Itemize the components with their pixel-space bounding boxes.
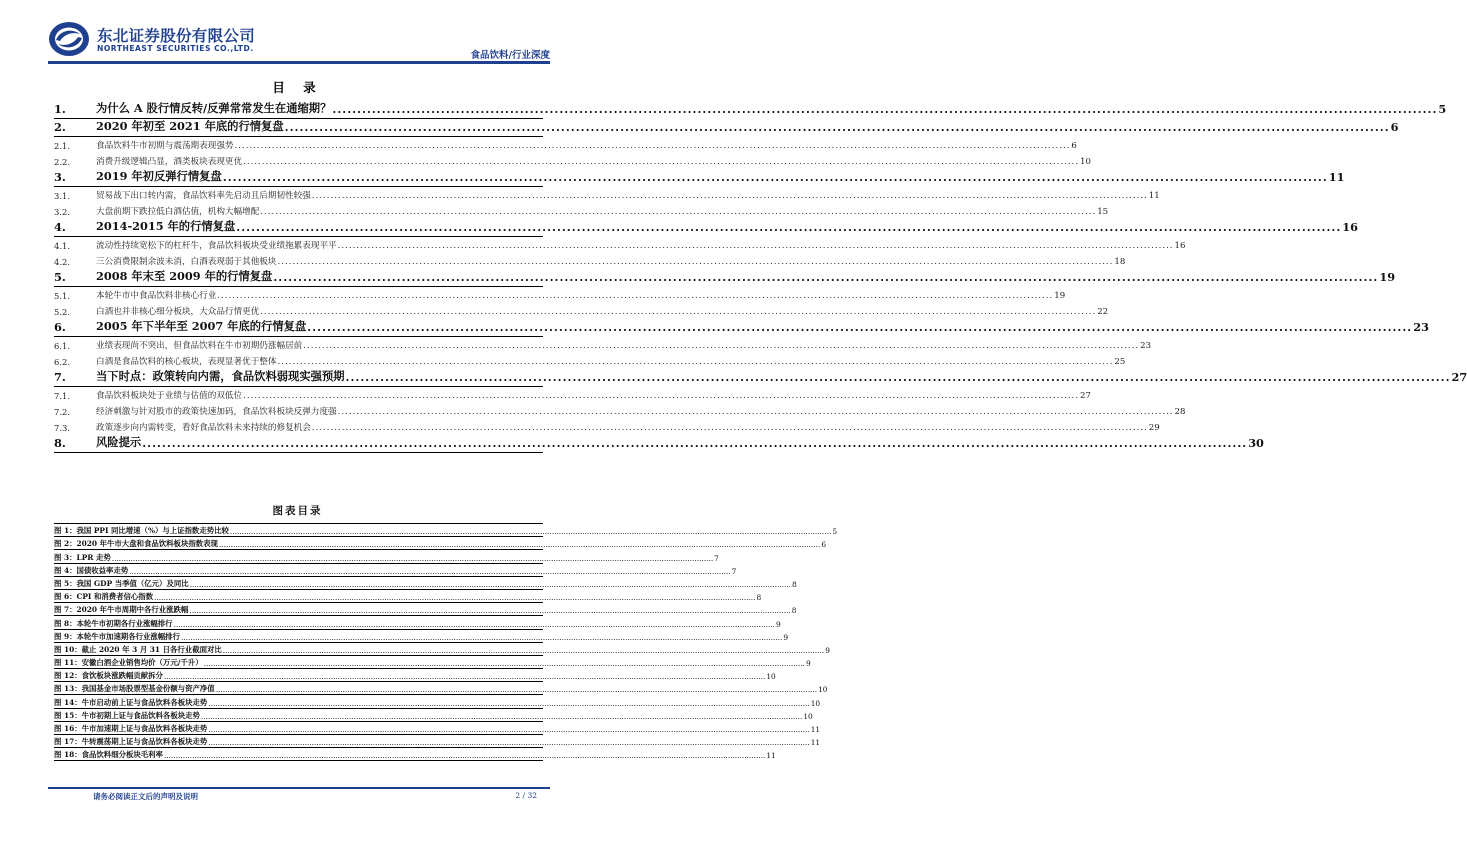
disclaimer-note: 请务必阅读正文后的声明及说明 — [93, 792, 198, 801]
table-of-contents — [54, 100, 1467, 453]
toc-subsection-link[interactable] — [54, 403, 1186, 419]
toc-entry-title: 白酒也并非核心细分板块，大众品行情更优 — [96, 306, 260, 317]
figure-leader-dots — [164, 672, 765, 681]
figure-list-link[interactable] — [54, 722, 821, 735]
toc-entry-page: 11 — [1148, 190, 1160, 201]
toc-entry-page: 6 — [1390, 120, 1399, 134]
figure-leader-dots — [219, 540, 820, 549]
figure-leader-dots — [208, 699, 809, 708]
toc-entry-page: 25 — [1114, 356, 1126, 367]
toc-section-link[interactable] — [54, 319, 1429, 338]
toc-entry-title: 业绩表现尚不突出，但食品饮料在牛市初期仍涨幅居前 — [96, 341, 303, 352]
toc-entry-title: 贸易战下出口转内需，食品饮料率先启动且后期韧性较强 — [96, 190, 311, 201]
toc-subsection-link[interactable] — [54, 337, 1152, 353]
figure-list-link[interactable] — [54, 524, 838, 537]
toc-entry-number: 3.2. — [54, 206, 70, 217]
figure-entry-title: 图 14：牛市启动前上证与食品饮料各板块走势 — [54, 697, 208, 707]
report-type-label: 食品饮料/行业深度 — [470, 50, 550, 61]
toc-entry-title: 2020 年初至 2021 年底的行情复盘 — [96, 119, 284, 133]
toc-entry-page: 10 — [1080, 156, 1091, 167]
figure-leader-dots — [181, 633, 782, 642]
figure-entry-title: 图 11：安徽白酒企业销售均价（万元/千升） — [54, 658, 203, 668]
toc-entry-page: 6 — [1071, 140, 1077, 151]
figure-entry-title: 图 1：我国 PPI 同比增速（%）与上证指数走势比较 — [54, 526, 229, 536]
toc-entry-title: 白酒是食品饮料的核心板块，表现显著优于整体 — [96, 356, 277, 367]
figure-leader-dots — [174, 620, 775, 629]
toc-subsection-link[interactable] — [54, 303, 1109, 319]
toc-leader-dots — [307, 320, 1412, 334]
figure-list-link[interactable] — [54, 735, 821, 748]
toc-leader-dots — [277, 357, 1113, 367]
toc-leader-dots — [236, 220, 1341, 234]
toc-entry-title: 经济刺激与针对股市的政策快速加码，食品饮料板块反弹力度强 — [96, 407, 337, 418]
figure-list-link[interactable] — [54, 603, 797, 616]
toc-entry-number: 2. — [54, 120, 66, 134]
toc-leader-dots — [260, 207, 1096, 217]
figure-entry-title: 图 9：本轮牛市加速期各行业涨幅排行 — [54, 631, 180, 641]
toc-entry-page: 28 — [1174, 407, 1186, 418]
figure-entry-title: 图 13：我国基金市场股票型基金份额与资产净值 — [54, 684, 215, 694]
company-name-cn: 东北证券股份有限公司 — [97, 27, 256, 45]
toc-entry-number: 7.2. — [54, 407, 70, 418]
toc-entry-title: 2019 年初反弹行情复盘 — [96, 169, 222, 184]
toc-entry-title: 大盘前期下跌拉低白酒估值，机构大幅增配 — [96, 206, 260, 217]
toc-leader-dots — [243, 391, 1079, 401]
figure-entry-page: 9 — [776, 619, 781, 629]
figure-leader-dots — [201, 712, 802, 721]
figure-entry-page: 11 — [810, 738, 821, 748]
toc-subsection-link[interactable] — [54, 419, 1160, 435]
toc-entry-title: 2014-2015 年的行情复盘 — [96, 219, 236, 234]
toc-entry-number: 2.2. — [54, 156, 70, 167]
figure-leader-dots — [129, 567, 730, 576]
toc-entry-number: 6.2. — [54, 356, 70, 367]
figure-leader-dots — [189, 606, 790, 615]
toc-section-link[interactable] — [54, 369, 1467, 388]
footer-divider — [48, 787, 550, 789]
toc-entry-number: 4.1. — [54, 240, 70, 251]
toc-leader-dots — [260, 307, 1096, 317]
toc-entry-page: 27 — [1080, 391, 1091, 402]
toc-subsection-link[interactable] — [54, 153, 1091, 169]
figure-leader-dots — [230, 527, 831, 536]
toc-entry-number: 2.1. — [54, 140, 70, 151]
toc-entry-title: 本轮牛市中食品饮料非核心行业 — [96, 291, 217, 302]
toc-entry-title: 食品饮料牛市初期与震荡期表现强势 — [96, 140, 234, 151]
toc-section-link[interactable] — [54, 169, 1345, 188]
toc-subsection-link[interactable] — [54, 353, 1126, 369]
figure-entry-page: 5 — [832, 527, 838, 537]
figure-entry-page: 8 — [756, 593, 762, 603]
company-name-en: NORTHEAST SECURITIES CO.,LTD. — [97, 44, 254, 53]
figure-list-link[interactable] — [54, 656, 811, 669]
toc-entry-title: 为什么 A 股行情反转/反弹常常发生在通缩期？ — [96, 100, 332, 115]
toc-entry-number: 6.1. — [54, 341, 70, 352]
toc-entry-number: 7.3. — [54, 422, 70, 433]
toc-entry-number: 1. — [54, 101, 66, 116]
toc-leader-dots — [312, 423, 1148, 433]
toc-entry-number: 8. — [54, 436, 66, 451]
figure-entry-page: 7 — [714, 553, 719, 563]
toc-entry-page: 27 — [1451, 370, 1467, 385]
toc-entry-page: 22 — [1097, 306, 1109, 317]
toc-entry-title: 2008 年末至 2009 年的行情复盘 — [96, 269, 273, 284]
toc-leader-dots — [277, 257, 1113, 267]
toc-entry-number: 7. — [54, 370, 66, 385]
figure-leader-dots — [154, 593, 755, 602]
figure-entry-title: 图 8：本轮牛市初期各行业涨幅排行 — [54, 618, 173, 628]
figure-entry-title: 图 6：CPI 和消费者信心指数 — [54, 592, 154, 602]
figure-entry-page: 6 — [821, 540, 827, 550]
figure-entry-page: 9 — [783, 632, 789, 642]
toc-leader-dots — [312, 191, 1148, 201]
toc-entry-page: 11 — [1328, 170, 1345, 185]
figure-list-link[interactable] — [54, 550, 719, 563]
toc-subsection-link[interactable] — [54, 253, 1126, 269]
figure-entry-title: 图 4：国债收益率走势 — [54, 565, 129, 575]
figure-leader-dots — [216, 685, 817, 694]
toc-entry-number: 5. — [54, 270, 66, 285]
header-divider — [48, 61, 550, 64]
figure-entry-page: 10 — [766, 672, 776, 682]
toc-subsection-link[interactable] — [54, 237, 1186, 253]
figure-list-link[interactable] — [54, 537, 827, 550]
toc-leader-dots — [142, 436, 1247, 450]
figure-entry-title: 图 12：食饮板块涨跌幅贡献拆分 — [54, 671, 163, 681]
figure-entry-title: 图 18：食品饮料细分板块毛利率 — [54, 750, 163, 760]
toc-entry-page: 16 — [1174, 240, 1186, 251]
figure-leader-dots — [208, 738, 809, 747]
figure-list-link[interactable] — [54, 616, 781, 629]
figure-entry-title: 图 5：我国 GDP 当季值（亿元）及同比 — [54, 578, 189, 588]
toc-section-link[interactable] — [54, 119, 1399, 138]
figure-entry-page: 8 — [791, 606, 797, 616]
figure-entry-title: 图 16：牛市加速期上证与食品饮料各板块走势 — [54, 724, 208, 733]
toc-entry-title: 政策逐步向内需转变，看好食品饮料未来持续的修复机会 — [96, 422, 311, 433]
figure-leader-dots — [164, 751, 765, 760]
toc-entry-title: 风险提示 — [96, 435, 142, 450]
toc-entry-page: 23 — [1140, 341, 1152, 352]
figure-entry-page: 7 — [731, 566, 737, 576]
toc-entry-page: 29 — [1148, 422, 1160, 433]
toc-leader-dots — [303, 341, 1139, 351]
toc-entry-title: 当下时点：政策转向内需，食品饮料弱现实强预期 — [96, 369, 345, 384]
toc-entry-number: 4.2. — [54, 256, 70, 267]
toc-leader-dots — [338, 241, 1174, 251]
toc-entry-page: 16 — [1342, 220, 1359, 235]
figure-list-link[interactable] — [54, 577, 797, 590]
figure-entry-title: 图 10：截止 2020 年 3 月 31 日各行业截面对比 — [54, 644, 222, 654]
figure-list-link[interactable] — [54, 682, 828, 695]
figure-list-link[interactable] — [54, 669, 776, 682]
toc-entry-title: 2005 年下半年至 2007 年底的行情复盘 — [96, 319, 307, 334]
figure-list-link[interactable] — [54, 630, 789, 643]
toc-leader-dots — [338, 407, 1174, 417]
figure-leader-dots — [223, 646, 824, 655]
toc-entry-title: 三公消费限制余波未消，白酒表现弱于其他板块 — [96, 256, 277, 267]
toc-leader-dots — [346, 370, 1451, 384]
figure-entry-title: 图 7：2020 年牛市周期中各行业涨跌幅 — [54, 605, 189, 615]
toc-leader-dots — [235, 141, 1071, 151]
toc-entry-title: 消费升级逻辑凸显，酒类板块表现更优 — [96, 156, 243, 167]
toc-entry-number: 5.2. — [54, 306, 70, 317]
toc-entry-page: 5 — [1438, 101, 1447, 116]
figure-leader-dots — [112, 554, 713, 563]
figure-list — [54, 523, 838, 761]
figure-entry-page: 8 — [792, 579, 797, 589]
toc-leader-dots — [332, 102, 1437, 116]
figure-entry-page: 11 — [766, 751, 776, 761]
figure-list-link[interactable] — [54, 748, 776, 761]
toc-title: 目 录 — [272, 80, 323, 95]
figure-entry-page: 9 — [806, 659, 811, 669]
figure-entry-title: 图 3：LPR 走势 — [54, 552, 111, 562]
figure-entry-page: 9 — [825, 645, 830, 655]
figure-list-title: 图表目录 — [272, 505, 323, 517]
page-number: 2 / 32 — [515, 791, 537, 800]
figure-entry-title: 图 17：牛转震荡期上证与食品饮料各板块走势 — [54, 737, 208, 747]
figure-list-link[interactable] — [54, 709, 813, 722]
figure-list-link[interactable] — [54, 643, 830, 656]
toc-subsection-link[interactable] — [54, 203, 1109, 219]
toc-leader-dots — [285, 120, 1390, 134]
toc-entry-number: 4. — [54, 220, 66, 235]
toc-entry-title: 食品饮料板块处于业绩与估值的双低位 — [96, 391, 243, 402]
figure-leader-dots — [208, 725, 809, 734]
toc-subsection-link[interactable] — [54, 287, 1066, 303]
toc-section-link[interactable] — [54, 269, 1396, 288]
toc-entry-number: 3. — [54, 170, 66, 185]
figure-entry-page: 10 — [803, 711, 813, 721]
figure-list-link[interactable] — [54, 564, 737, 577]
toc-subsection-link[interactable] — [54, 387, 1091, 403]
toc-entry-title: 流动性持续宽松下的杠杆牛，食品饮料板块受业绩拖累表现平平 — [96, 240, 337, 251]
toc-entry-number: 3.1. — [54, 190, 70, 201]
company-logo-icon — [48, 20, 92, 58]
toc-entry-page: 19 — [1054, 291, 1066, 302]
figure-leader-dots — [190, 580, 791, 589]
toc-section-link[interactable] — [54, 219, 1359, 238]
figure-entry-page: 11 — [810, 725, 821, 734]
toc-section-link[interactable] — [54, 100, 1447, 119]
toc-entry-page: 15 — [1097, 206, 1109, 217]
figure-entry-page: 10 — [810, 698, 821, 708]
toc-entry-number: 5.1. — [54, 291, 70, 302]
figure-list-link[interactable] — [54, 590, 762, 603]
figure-entry-title: 图 15：牛市初期上证与食品饮料各板块走势 — [54, 710, 200, 720]
figure-entry-page: 10 — [818, 685, 828, 695]
toc-entry-page: 30 — [1248, 436, 1264, 451]
toc-entry-page: 19 — [1379, 270, 1396, 285]
toc-entry-number: 7.1. — [54, 391, 70, 402]
figure-list-link[interactable] — [54, 695, 821, 708]
toc-entry-page: 23 — [1413, 320, 1429, 335]
toc-section-link[interactable] — [54, 435, 1264, 454]
toc-subsection-link[interactable] — [54, 137, 1077, 153]
toc-leader-dots — [223, 170, 1328, 184]
toc-entry-number: 6. — [54, 320, 66, 335]
toc-leader-dots — [217, 291, 1053, 301]
figure-leader-dots — [204, 659, 805, 668]
toc-leader-dots — [243, 157, 1079, 167]
toc-entry-page: 18 — [1114, 256, 1126, 267]
toc-leader-dots — [273, 270, 1378, 284]
toc-subsection-link[interactable] — [54, 187, 1160, 203]
figure-entry-title: 图 2：2020 年牛市大盘和食品饮料板块指数表现 — [54, 539, 218, 549]
